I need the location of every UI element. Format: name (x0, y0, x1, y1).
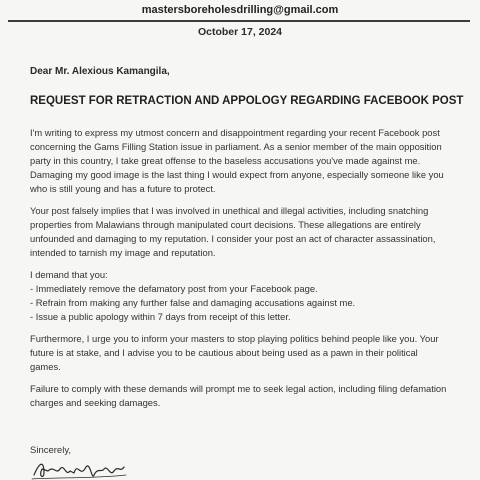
demand-item: - Refrain from making any further false and damaging accusations against me. (30, 297, 356, 308)
demand-item: - Issue a public apology within 7 days from receipt of this letter. (30, 311, 291, 322)
paragraph-allegations: Your post falsely implies that I was involved in unethical and illegal activities, including snatching properties from Malawians through manipulated court decisions. These allegations are entirely unfounded and damaging to my reputation. I consider your post an act of character assassination, intended to tarnish my image and reputation. (30, 205, 436, 258)
demands-block (30, 268, 450, 324)
closing: Sincerely, (30, 445, 72, 456)
header-divider (8, 20, 470, 22)
paragraph-warning: Failure to comply with these demands will prompt me to seek legal action, including filing defamation charges and seeking damages. (30, 383, 447, 408)
letter-date: October 17, 2024 (197, 26, 283, 38)
salutation: Dear Mr. Alexious Kamangila, (30, 66, 170, 77)
letter-body (30, 126, 450, 418)
sender-email: mastersboreholesdrilling@gmail.com (141, 4, 339, 16)
letter-subject: REQUEST FOR RETRACTION AND APPOLOGY REGARDING FACEBOOK POST (30, 95, 464, 107)
demand-item: - Immediately remove the defamatory post from your Facebook page. (30, 283, 318, 294)
paragraph-advice: Furthermore, I urge you to inform your masters to stop playing politics behind people like you. Your future is at stake, and I advise you to be cautious about being used as a pawn in their political games. (30, 333, 439, 372)
handwritten-signature (28, 455, 138, 480)
paragraph-concern: I'm writing to express my utmost concern and disappointment regarding your recent Facebook post concerning the Gams Filling Station issue in parliament. As a senior member of the main opposition party in this country, I take great offense to the baseless accusations you've made against me. Damaging my good image is the last thing I would expect from anyone, especially someone like you who is still young and has a future to protect. (30, 127, 444, 194)
demands-intro: I demand that you: (30, 269, 108, 280)
